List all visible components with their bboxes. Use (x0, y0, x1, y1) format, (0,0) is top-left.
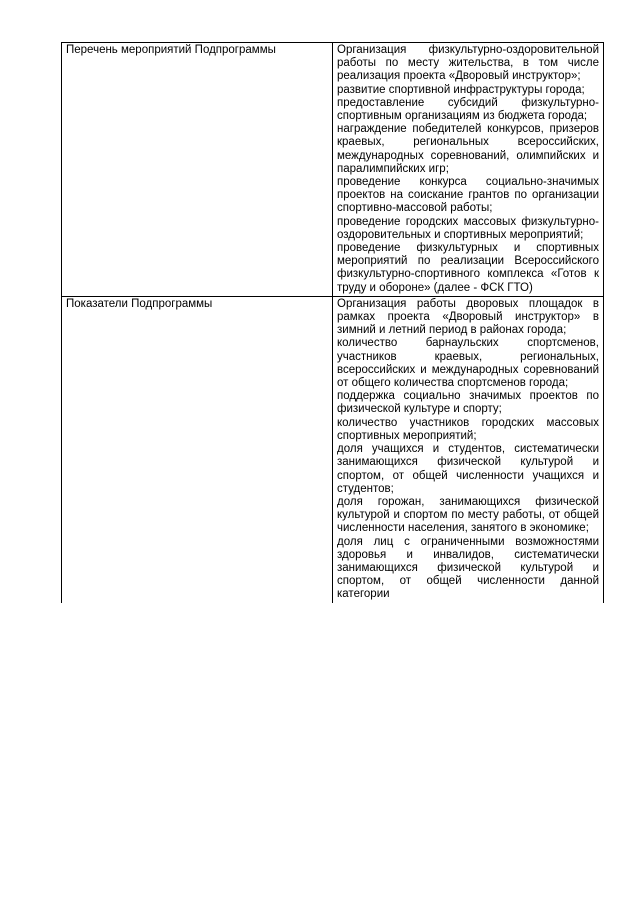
row-label: Перечень мероприятий Подпрограммы (62, 43, 333, 297)
list-item: количество участников городских массовых спортивных мероприятий; (337, 416, 599, 442)
list-item: доля лиц с ограниченными возможностями здоровья и инвалидов, систематически занимающихся физической культурой и спортом, от общей численности данной категории (337, 535, 599, 601)
list-item: Организация физкультурно-оздоровительной работы по месту жительства, в том числе реализация проекта «Дворовый инструктор»; (337, 44, 599, 83)
list-item: количество барнаульских спортсменов, участников краевых, региональных, всероссийских и международных соревнований от общего количества спортсменов города; (337, 337, 599, 390)
list-item: предоставление субсидий физкультурно-спортивным организациям из бюджета города; (337, 96, 599, 123)
row-content (333, 296, 604, 602)
list-item: доля горожан, занимающихся физической культурой и спортом по месту работы, от общей численности населения, занятого в экономике; (337, 495, 599, 535)
passport-table (61, 42, 604, 603)
row-content (333, 43, 604, 297)
list-item: развитие спортивной инфраструктуры города; (337, 83, 585, 96)
list-item: проведение городских массовых физкультурно-оздоровительных и спортивных мероприятий; (337, 215, 599, 241)
table-row-events (62, 43, 604, 297)
table-row-indicators (62, 296, 604, 602)
list-item: проведение конкурса социально-значимых проектов на соискание грантов по организации спортивно-массовой работы; (337, 176, 599, 215)
row-label: Показатели Подпрограммы (62, 296, 333, 602)
list-item: проведение физкультурных и спортивных мероприятий по реализации Всероссийского физкультурно-спортивного комплекса «Готов к труду и обороне» (далее - ФСК ГТО) (337, 242, 599, 294)
list-item: доля учащихся и студентов, систематически занимающихся физической культурой и спортом, от общей численности учащихся и студентов; (337, 443, 599, 495)
list-item: Организация работы дворовых площадок в рамках проекта «Дворовый инструктор» в зимний и летний период в районах города; (337, 297, 599, 337)
list-item: поддержка социально значимых проектов по физической культуре и спорту; (337, 390, 599, 416)
list-item: награждение победителей конкурсов, призеров краевых, региональных всероссийских, международных соревнований, олимпийских и паралимпийских игр; (337, 123, 599, 175)
